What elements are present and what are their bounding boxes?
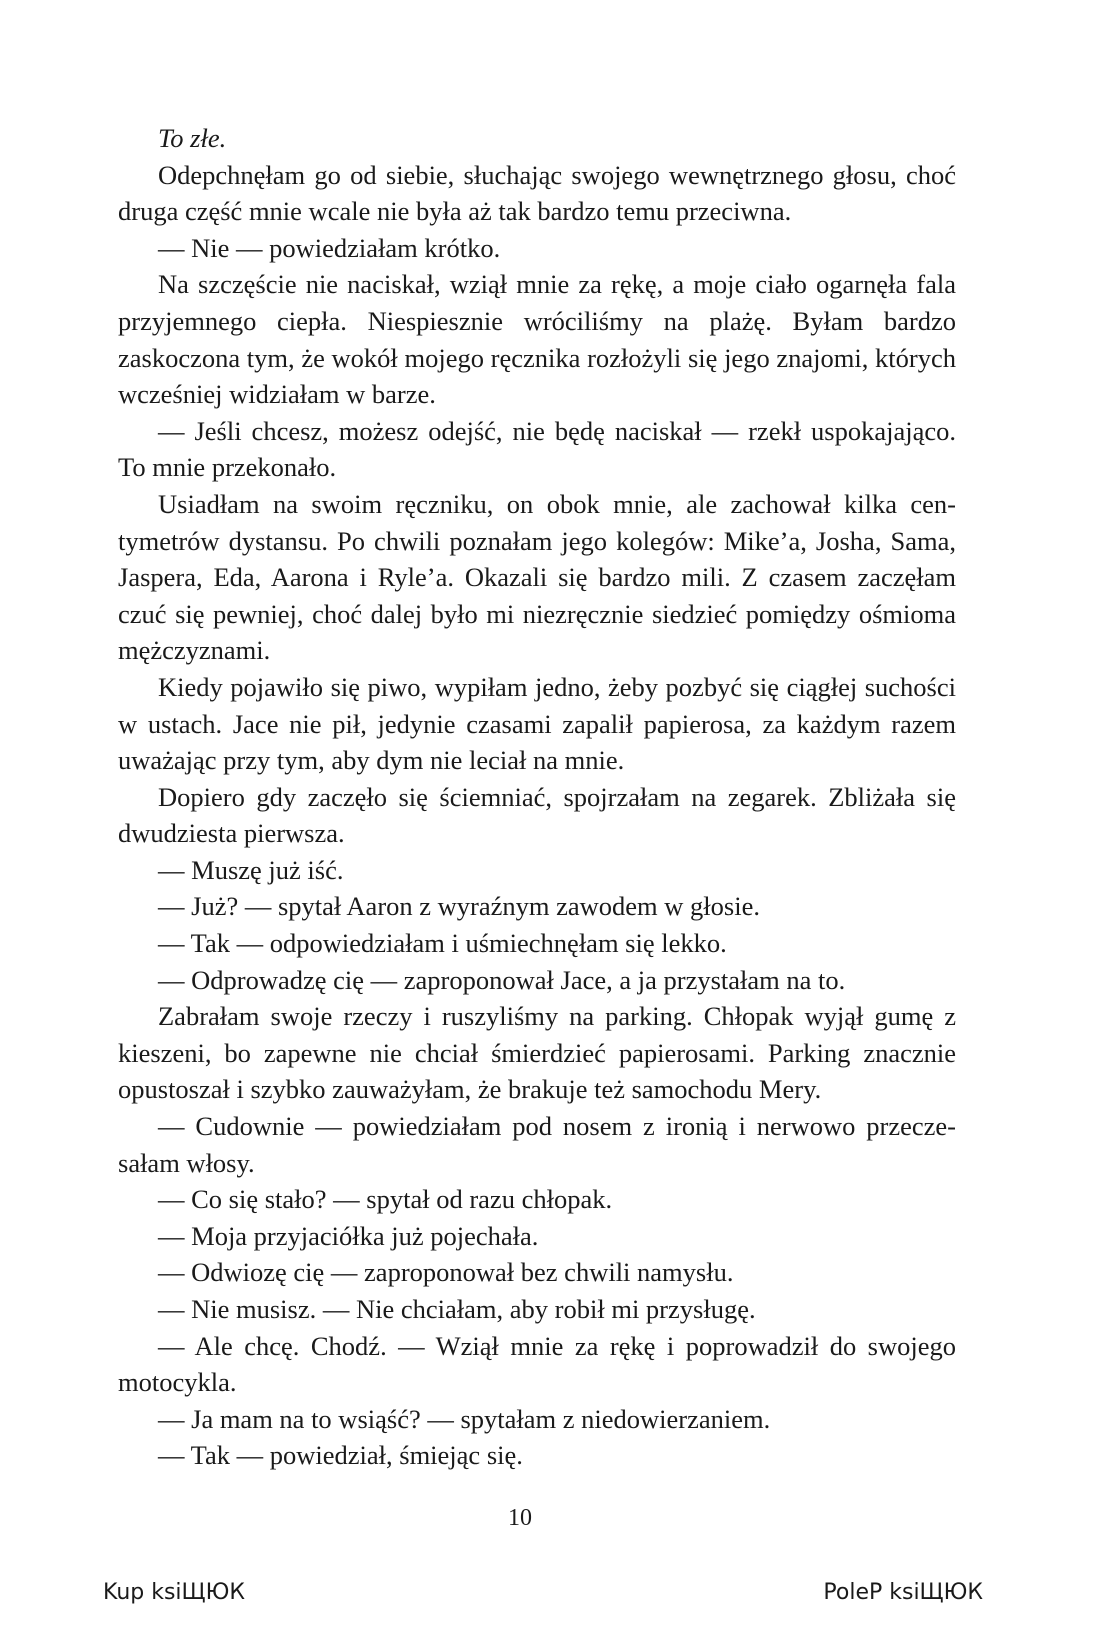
page-body: [118, 120, 956, 1474]
dialogue-line: — Cudownie — powiedziałam pod nosem z ironią i nerwowo przeczesałam włosy.: [118, 1111, 956, 1178]
page-number: 10: [508, 1505, 532, 1531]
dialogue-line: — Tak — odpowiedziałam i uśmiechnęłam się lekko.: [158, 928, 727, 959]
dialogue-line: — Muszę już iść.: [158, 854, 344, 885]
recommend-book-link[interactable]: PoleP ksiЩЮК: [823, 1580, 983, 1605]
dialogue-line: — Odwiozę cię — zaproponował bez chwili namysłu.: [158, 1257, 734, 1288]
paragraph: Odepchnęłam go od siebie, słuchając swojego wewnętrznego głosu, choć druga część mnie wcale nie była aż tak bardzo temu przeciwna.: [118, 159, 956, 227]
dialogue-line: — Ale chcę. Chodź. — Wziął mnie za rękę i poprowadził do swojego motocykla.: [118, 1330, 956, 1398]
paragraph: To złe.: [158, 123, 227, 153]
dialogue-line: — Jeśli chcesz, możesz odejść, nie będę naciskał — rzekł uspokajająco. To mnie przekonało.: [118, 415, 956, 483]
paragraph: Kiedy pojawiło się piwo, wypiłam jedno, żeby pozbyć się ciągłej suchości w ustach. Jace nie pił, jedynie czasami zapalił papierosa, za każdym razem uważając przy tym, aby dym nie leciał na mnie.: [118, 671, 956, 776]
buy-book-link[interactable]: Kup ksiЩЮК: [103, 1580, 245, 1605]
dialogue-line: — Ja mam na to wsiąść? — spytałam z niedowierzaniem.: [158, 1403, 771, 1434]
dialogue-line: — Nie — powiedziałam krótko.: [158, 232, 501, 263]
paragraph: Na szczęście nie naciskał, wziął mnie za rękę, a moje ciało ogarnęła fala przyjemnego ciepła. Niespiesznie wróciliśmy na plażę. Byłam bardzo zaskoczona tym, że wokół mojego ręcznika rozłożyli się jego znajomi, których wcześniej widziałam w barze.: [118, 269, 956, 410]
paragraph: Dopiero gdy zaczęło się ściemniać, spojrzałam na zegarek. Zbliżała się dwudziesta pierwsza.: [118, 781, 956, 849]
paragraph: Usiadłam na swoim ręczniku, on obok mnie, ale zachował kilka centymetrów dystansu. Po chwili poznałam jego kolegów: Mike’a, Josha, Sama, Jaspera, Eda, Aarona i Ryle’a. Okazali się bardzo mili. Z czasem zaczęłam czuć się pewniej, choć dalej było mi niezręcznie siedzieć pomiędzy ośmioma mężczyznami.: [118, 488, 956, 666]
dialogue-line: — Nie musisz. — Nie chciałam, aby robił mi przysługę.: [158, 1294, 756, 1324]
dialogue-line: — Co się stało? — spytał od razu chłopak.: [158, 1184, 613, 1215]
dialogue-line: — Już? — spytał Aaron z wyraźnym zawodem w głosie.: [158, 891, 760, 922]
dialogue-line: — Tak — powiedział, śmiejąc się.: [158, 1440, 523, 1471]
dialogue-line: — Moja przyjaciółka już pojechała.: [158, 1220, 539, 1251]
dialogue-line: — Odprowadzę cię — zaproponował Jace, a ja przystałam na to.: [158, 964, 846, 995]
paragraph: Zabrałam swoje rzeczy i ruszyliśmy na parking. Chłopak wyjął gumę z kieszeni, bo zapewne nie chciał śmierdzieć papierosami. Parking znacznie opustoszał i szybko zauważyłam, że brakuje też samochodu Mery.: [118, 1001, 956, 1105]
